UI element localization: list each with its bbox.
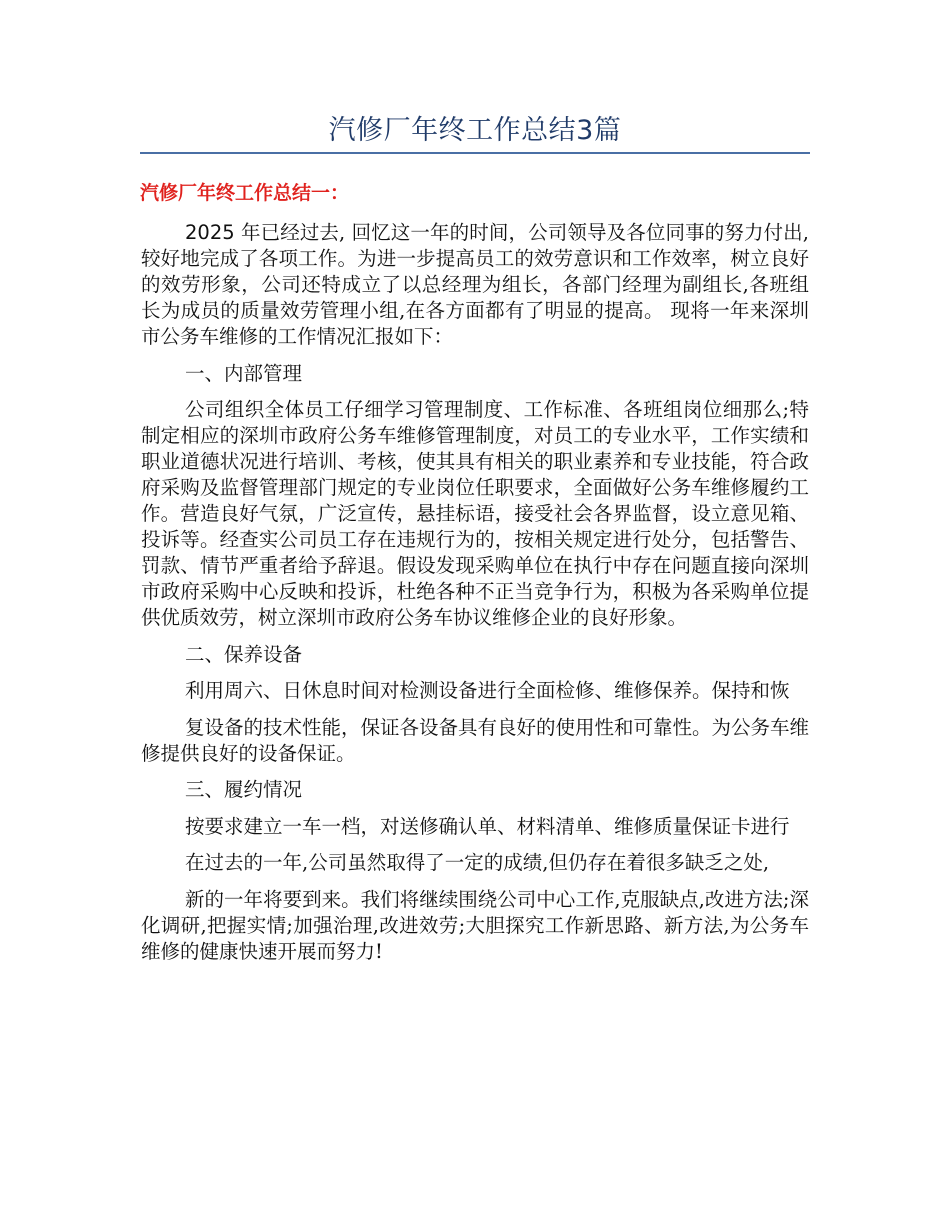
paragraph-equipment-2: 复设备的技术性能，保证各设备具有良好的使用性和可靠性。为公务车维修提供良好的设备保证。 — [141, 715, 810, 765]
paragraph-internal-management: 公司组织全体员工仔细学习管理制度、工作标准、各班组岗位细那么;特制定相应的深圳市政府公务车维修管理制度，对员工的专业水平，工作实绩和职业道德状况进行培训、考核，使其具有相关的职业素养和专业技能，符合政府采购及监督管理部门规定的专业岗位任职要求，全面做好公务车维修履约工作。营造良好气氛，广泛宣传，悬挂标语，接受社会各界监督，设立意见箱、投诉等。经查实公司员工存在违规行为的，按相关规定进行处分，包括警告、罚款、情节严重者给予辞退。假设发现采购单位在执行中存在问题直接向深圳市政府采购中心反映和投诉，杜绝各种不正当竞争行为，积极为各采购单位提供优质效劳，树立深圳市政府公务车协议维修企业的良好形象。 — [141, 398, 809, 629]
subheading-internal-management: 一、内部管理 — [185, 361, 303, 385]
document-title: 汽修厂年终工作总结3篇 — [328, 115, 622, 146]
subheading-equipment-maintenance: 二、保养设备 — [185, 642, 303, 666]
paragraph-equipment-1: 利用周六、日休息时间对检测设备进行全面检修、维修保养。保持和恢 — [185, 679, 790, 702]
year-text: 2025 — [185, 221, 235, 244]
paragraph-new-year: 新的一年将要到来。我们将继续围绕公司中心工作,克服缺点,改进方法;深化调研,把握实情;加强治理,改进效劳;大胆探究工作新思路、新方法,为公务车维修的健康快速开展而努力! — [141, 887, 809, 963]
paragraph-shortcomings: 在过去的一年,公司虽然取得了一定的成绩,但仍存在着很多缺乏之处, — [185, 851, 770, 874]
title-underline-rule — [140, 152, 810, 154]
paragraph-contract: 按要求建立一车一档，对送修确认单、材料清单、维修质量保证卡进行 — [185, 814, 790, 838]
paragraph-intro — [141, 220, 809, 350]
section-heading: 汽修厂年终工作总结一： — [140, 182, 350, 204]
subheading-contract-performance: 三、履约情况 — [185, 778, 303, 801]
intro-text: 年已经过去, 回忆这一年的时间，公司领导及各位同事的努力付出,较好地完成了各项工作。为进一步提高员工的效劳意识和工作效率，树立良好的效劳形象，公司还特成立了以总经理为组长，各部门经理为副组长,各班组长为成员的质量效劳管理小组,在各方面都有了明显的提高。 现将一年来深圳市公务车维修的工作情况汇报如下： — [141, 221, 809, 348]
document-body — [141, 220, 809, 975]
